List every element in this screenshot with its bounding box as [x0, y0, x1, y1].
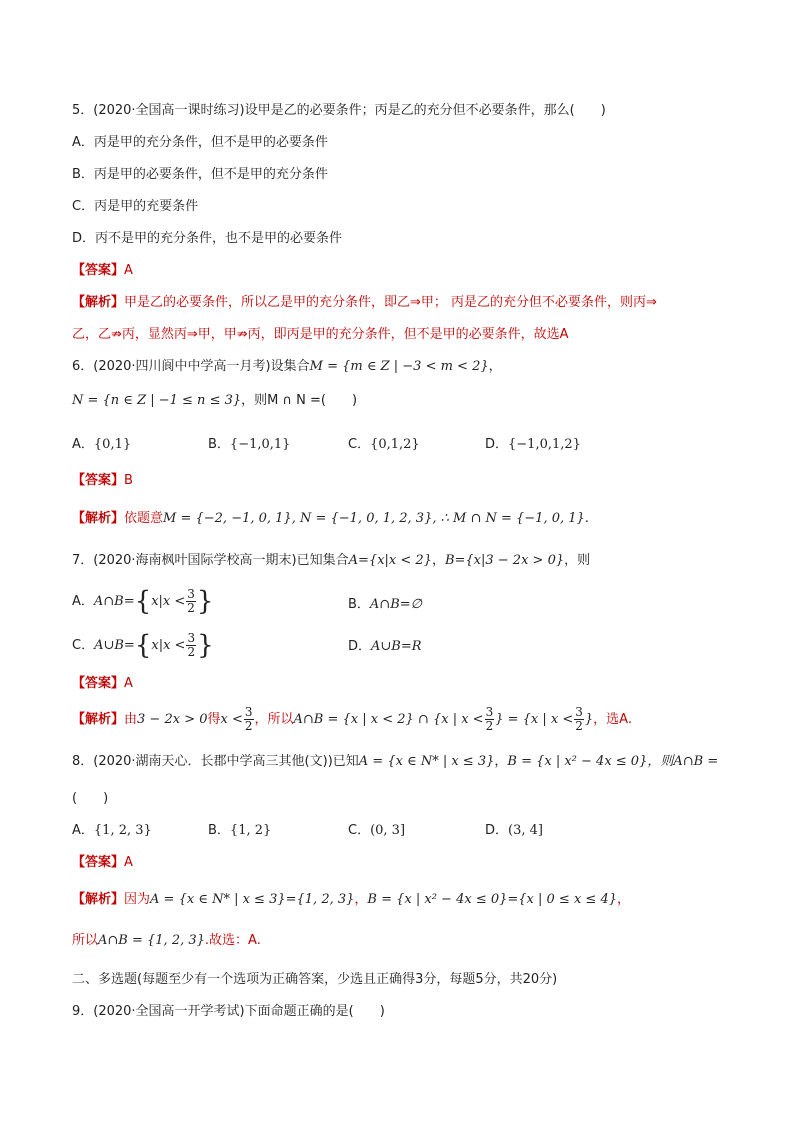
q9-stem: 9．(2020·全国高一开学考试)下面命题正确的是( ) — [72, 1004, 385, 1019]
q7-stem — [72, 552, 590, 570]
q5-answer — [72, 262, 133, 280]
analysis-tag: 【解析】 — [72, 712, 125, 727]
q7-answer — [72, 675, 133, 693]
frac-num: 3 — [187, 587, 195, 601]
brace-right: } — [197, 630, 214, 661]
q8-option-a — [72, 822, 152, 840]
q8-answer — [72, 854, 133, 872]
analysis-text: ， — [354, 892, 368, 907]
answer-value: A — [124, 263, 133, 278]
analysis-text: 得 — [207, 712, 221, 727]
analysis-math: B = {x | x² − 4x ≤ 0}={x | 0 ≤ x ≤ 4} — [367, 892, 617, 907]
q8-paren: ( ) — [72, 791, 109, 806]
q7-analysis — [72, 706, 632, 733]
opt-set: x|x < — [151, 638, 186, 653]
q6-option-d — [485, 436, 581, 454]
frac-den: 2 — [187, 645, 196, 659]
analysis-math: 3 − 2x > 0 — [137, 712, 208, 727]
q6-option-b — [208, 436, 290, 454]
fraction — [186, 632, 196, 659]
opt-value: {1, 2} — [229, 823, 272, 838]
opt-value: {0,1,2} — [370, 437, 420, 452]
opt-expr: A∩B=∅ — [369, 597, 422, 612]
q5-analysis-line1 — [72, 294, 657, 312]
opt-value: (3, 4] — [508, 823, 543, 838]
analysis-text: ，选A. — [593, 712, 632, 727]
q7-option-b — [348, 596, 422, 614]
analysis-math: } — [584, 712, 594, 727]
fraction — [244, 706, 254, 733]
q6-stem-line2 — [72, 392, 357, 410]
opt-label: D． — [485, 823, 509, 838]
opt-label: B． — [348, 597, 370, 612]
answer-value: A — [124, 855, 133, 870]
answer-value: B — [124, 473, 133, 488]
fraction — [574, 706, 584, 733]
q8-analysis-line1 — [72, 891, 630, 909]
opt-label: C． — [348, 823, 371, 838]
frac-den: 2 — [187, 601, 195, 615]
frac-num: 3 — [485, 705, 494, 719]
q6-analysis — [72, 510, 589, 528]
q8-comma: ， — [494, 754, 508, 769]
opt-label: A． — [72, 437, 94, 452]
brace-right: } — [196, 586, 214, 617]
opt-expr: A∩B= — [93, 594, 135, 609]
analysis-tag: 【解析】 — [72, 295, 125, 310]
q7-set-a: A={x|x < 2} — [348, 553, 432, 568]
q6-set-n: N = {n ∈ Z | −1 ≤ n ≤ 3} — [72, 393, 242, 408]
opt-label: B． — [208, 823, 230, 838]
q6-comma: ， — [488, 359, 502, 374]
frac-den: 2 — [575, 719, 583, 733]
q6-option-a — [72, 436, 131, 454]
answer-tag: 【答案】 — [72, 263, 125, 278]
q8-option-b — [208, 822, 271, 840]
analysis-text: .故选：A. — [204, 933, 261, 948]
opt-label: A． — [72, 594, 94, 609]
q7-stem-post: ，则 — [564, 553, 591, 568]
opt-set: x|x < — [151, 594, 186, 609]
q6-answer — [72, 472, 133, 490]
q5-option-d: D．丙不是甲的充分条件，也不是甲的必要条件 — [72, 231, 343, 246]
analysis-math: A∩B = {x | x < 2} ∩ {x | x < — [293, 712, 484, 727]
q6-stem-post: ，则M ∩ N =( ) — [241, 393, 358, 408]
analysis-math: } = {x | x < — [495, 712, 574, 727]
opt-label: C． — [72, 638, 95, 653]
q7-option-d — [348, 638, 422, 656]
q7-set-b: B={x|3 − 2x > 0} — [444, 553, 565, 568]
opt-value: {−1,0,1} — [229, 437, 291, 452]
analysis-math: A = {x ∈ N* | x ≤ 3}={1, 2, 3} — [150, 892, 355, 907]
opt-value: (0, 3] — [370, 823, 406, 838]
q8-stem — [72, 753, 718, 771]
q5-option-b: B．丙是甲的必要条件，但不是甲的充分条件 — [72, 167, 328, 182]
q7-option-c — [72, 632, 214, 659]
analysis-text: 甲是乙的必要条件，所以乙是甲的充分条件，即乙⇒甲； 丙是乙的充分但不必要条件，则丙⇒ — [124, 295, 657, 310]
q6-option-c — [348, 436, 420, 454]
answer-tag: 【答案】 — [72, 473, 125, 488]
opt-label: D． — [348, 639, 372, 654]
analysis-text: 因为 — [124, 892, 151, 907]
opt-label: D． — [485, 437, 509, 452]
analysis-text: 所以 — [72, 933, 99, 948]
brace-left: { — [134, 630, 152, 661]
q7-comma: ， — [431, 553, 445, 568]
answer-tag: 【答案】 — [72, 676, 125, 691]
opt-expr: A∪B= — [94, 638, 135, 653]
q8-set-a: A = {x ∈ N* | x ≤ 3} — [358, 754, 495, 769]
opt-expr: A∪B=R — [371, 639, 422, 654]
analysis-text: 依题意 — [124, 511, 164, 526]
analysis-math: x < — [220, 712, 243, 727]
q5-stem: 5．(2020·全国高一课时练习)设甲是乙的必要条件；丙是乙的充分但不必要条件，那么( ) — [72, 103, 606, 118]
q6-stem — [72, 358, 502, 376]
frac-den: 2 — [244, 719, 253, 733]
fraction — [186, 588, 196, 615]
opt-value: {0,1} — [93, 437, 132, 452]
q5-analysis-line2: 乙，乙⇏丙，显然丙⇒甲，甲⇏丙，即丙是甲的充分条件，但不是甲的必要条件，故选A — [72, 327, 569, 342]
analysis-tag: 【解析】 — [72, 511, 125, 526]
analysis-text: ，所以 — [254, 712, 294, 727]
q5-option-c: C．丙是甲的充要条件 — [72, 199, 199, 214]
opt-label: B． — [208, 437, 230, 452]
q8-analysis-line2 — [72, 932, 261, 950]
q5-option-a: A．丙是甲的充分条件，但不是甲的必要条件 — [72, 135, 328, 150]
analysis-tag: 【解析】 — [72, 892, 125, 907]
opt-value: {1, 2, 3} — [93, 823, 152, 838]
frac-den: 2 — [485, 719, 494, 733]
q8-stem-text: 8．(2020·湖南天心．长郡中学高三其他(文))已知 — [72, 754, 359, 769]
frac-num: 3 — [244, 705, 253, 719]
q8-option-c — [348, 822, 405, 840]
opt-label: A． — [72, 823, 94, 838]
opt-label: C． — [348, 437, 371, 452]
analysis-math: M = {−2, −1, 0, 1}, N = {−1, 0, 1, 2, 3}, ∴ M ∩ N = {−1, 0, 1}. — [163, 511, 589, 526]
opt-value: {−1,0,1,2} — [508, 437, 581, 452]
analysis-text: ， — [616, 892, 630, 907]
frac-num: 3 — [187, 631, 196, 645]
fraction — [485, 706, 495, 733]
frac-num: 3 — [575, 705, 583, 719]
section-heading: 二、多选题(每题至少有一个选项为正确答案，少选且正确得3分，每题5分，共20分) — [72, 972, 558, 987]
brace-left: { — [134, 586, 152, 617]
q8-option-d — [485, 822, 543, 840]
q7-stem-text: 7．(2020·海南枫叶国际学校高一期末)已知集合 — [72, 553, 349, 568]
q8-set-b: B = {x | x² − 4x ≤ 0} — [507, 754, 648, 769]
analysis-math: A∩B = {1, 2, 3} — [98, 933, 205, 948]
answer-tag: 【答案】 — [72, 855, 125, 870]
q7-option-a — [72, 588, 213, 615]
answer-value: A — [124, 676, 133, 691]
q8-stem-post: ，则A∩B = — [647, 754, 719, 769]
q6-set-m: M = {m ∈ Z | −3 < m < 2} — [309, 359, 489, 374]
q6-stem-text: 6．(2020·四川阆中中学高一月考)设集合 — [72, 359, 310, 374]
analysis-text: 由 — [124, 712, 138, 727]
